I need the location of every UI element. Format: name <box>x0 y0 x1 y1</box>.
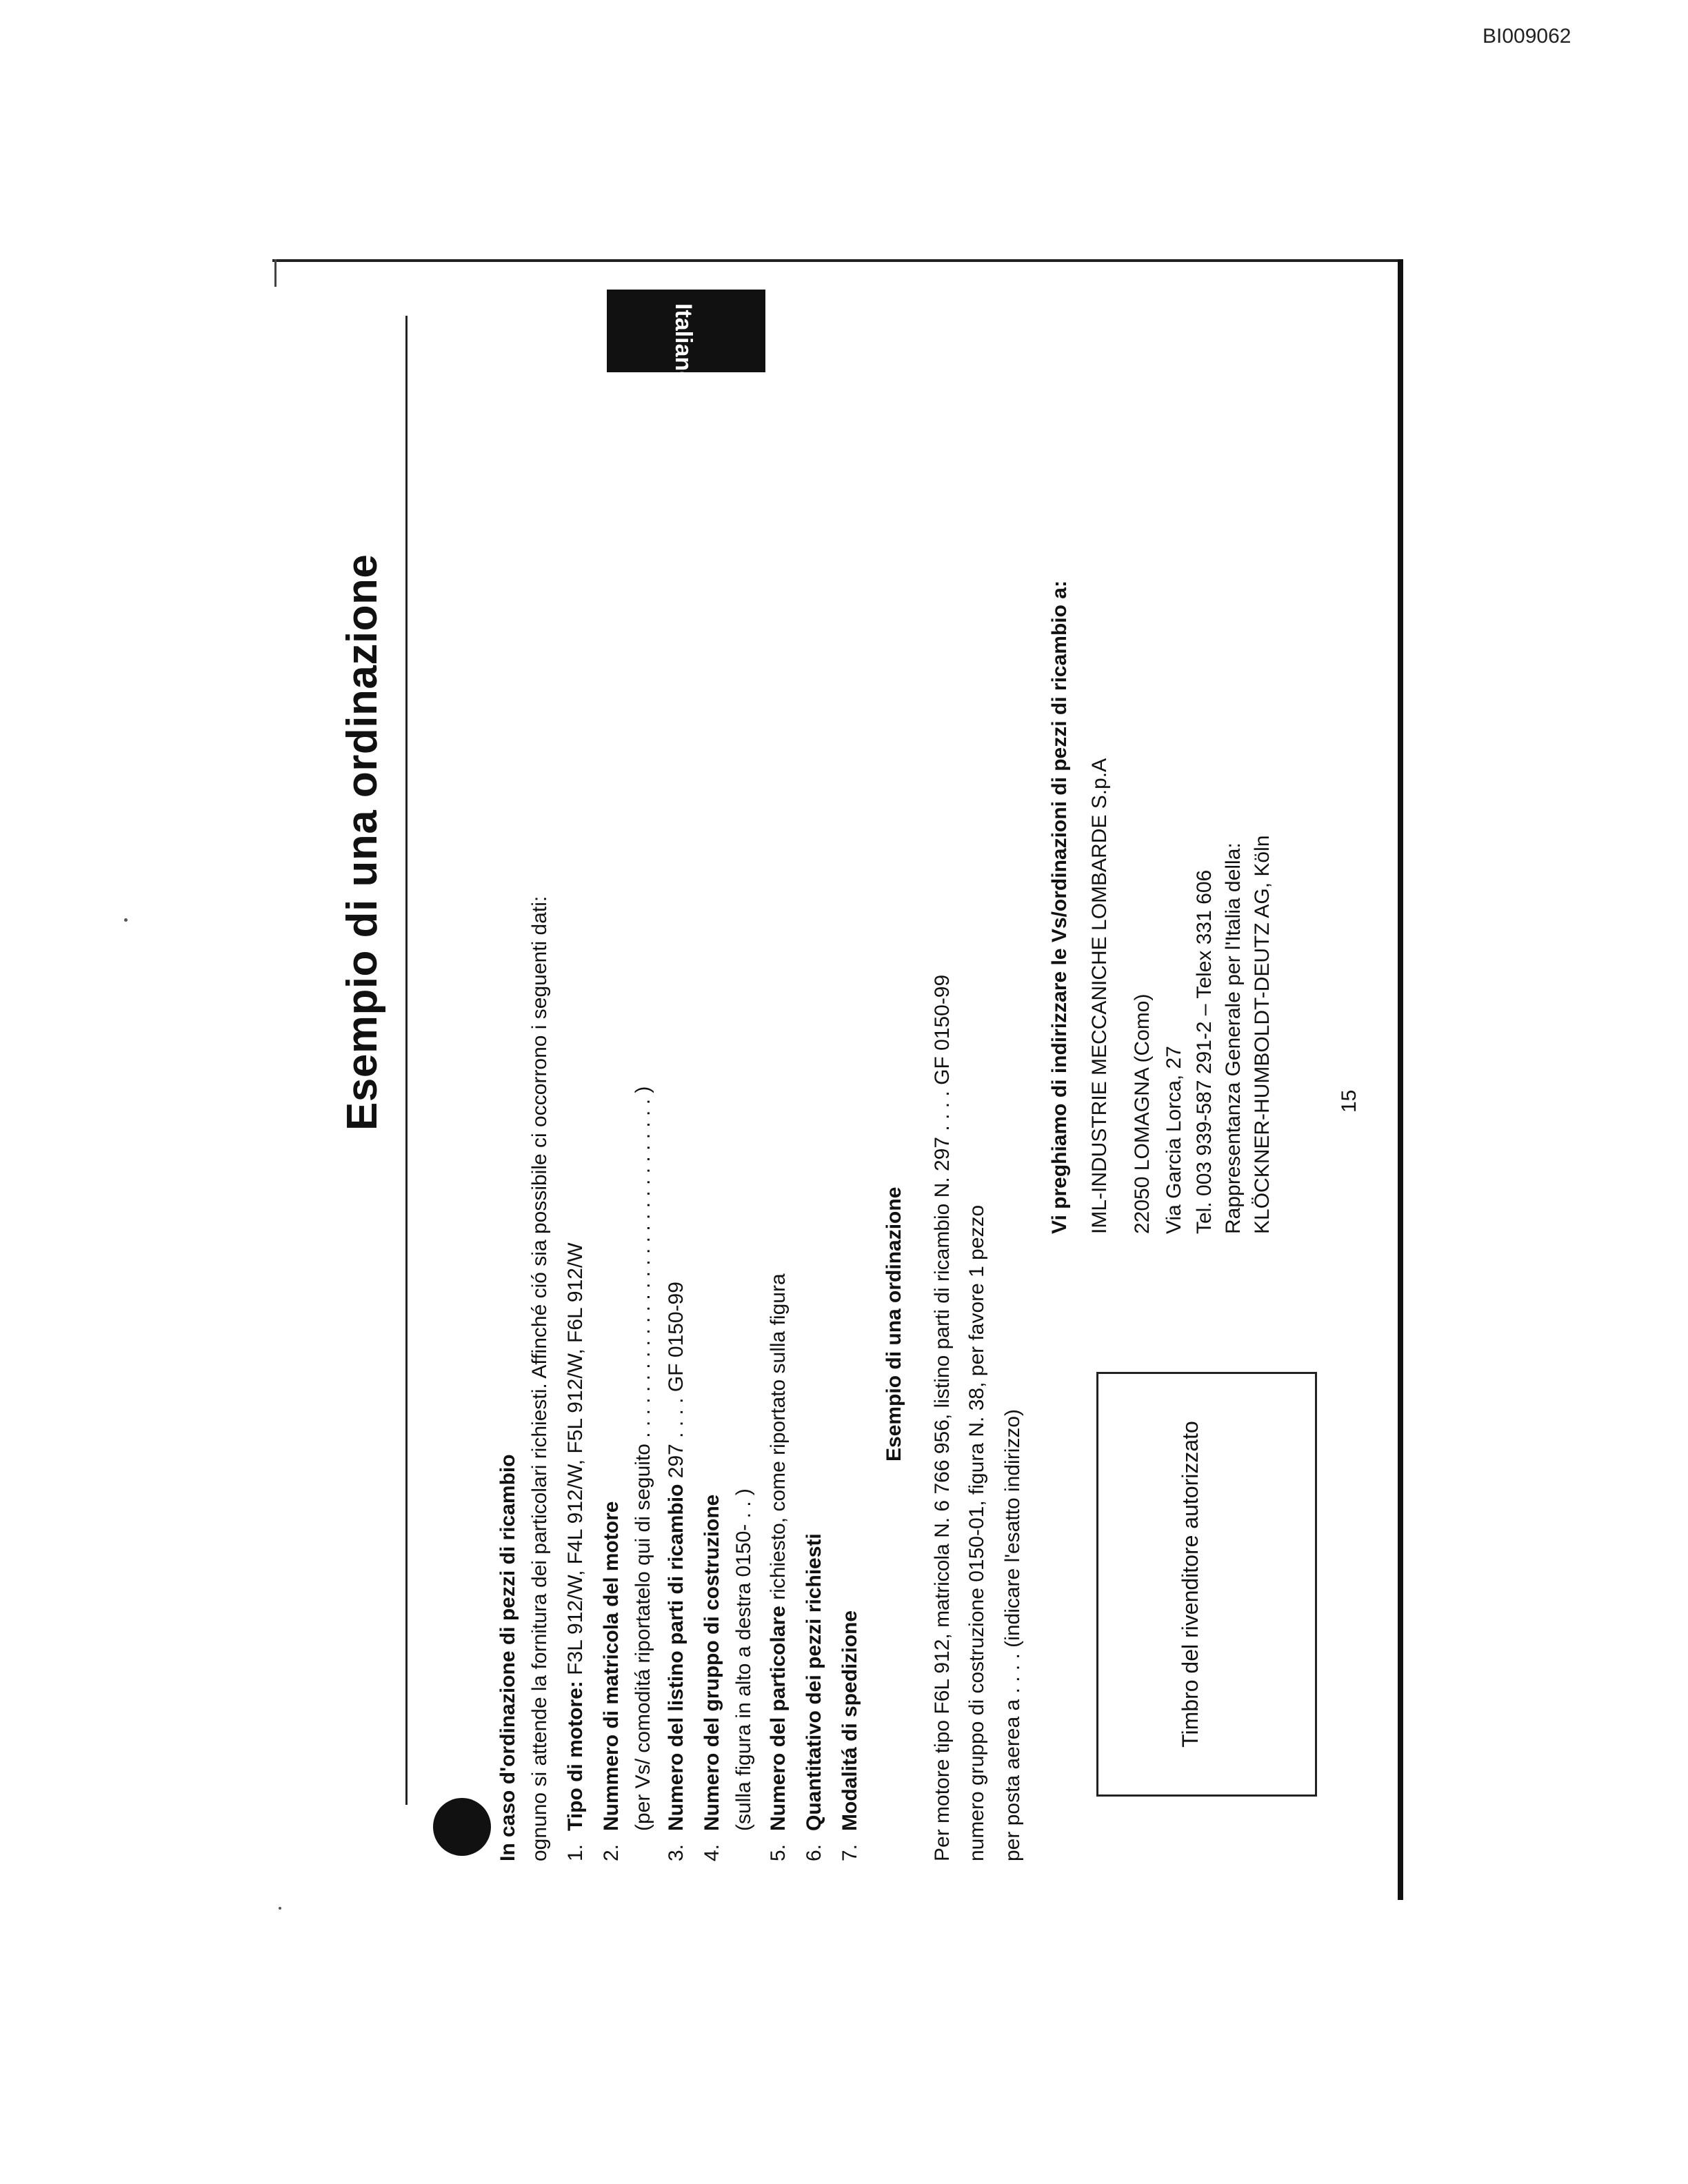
example-heading: Esempio di una ordinazione <box>883 1186 905 1462</box>
address-phone: Tel. 003 939-587 291-2 – Telex 331 606 <box>1193 869 1216 1234</box>
list-item <box>767 1273 790 1861</box>
list-item-number: 7. <box>838 1843 861 1861</box>
list-item-text: 297 . . . . GF 0150-99 <box>665 1282 687 1484</box>
example-line: per posta aerea a . . . . (indicare l'esatto indirizzo) <box>1001 1408 1024 1861</box>
scan-speck <box>124 918 128 922</box>
dealer-stamp-box <box>1096 1372 1317 1797</box>
list-item-label: Nummero di matricola del motore <box>600 1501 623 1831</box>
list-item-label: Numero del particolare <box>767 1606 790 1831</box>
scan-speck <box>279 1907 281 1910</box>
title-rule <box>405 316 408 1805</box>
list-item-number: 4. <box>701 1843 723 1861</box>
intro-text: ognuno si attende la fornitura dei particolari richiesti. Affinché ció sia possibile ci occorrono i seguenti dati: <box>528 896 551 1861</box>
list-item-text: F3L 912/W, F4L 912/W, F5L 912/W, F6L 912/W <box>564 1242 587 1681</box>
address-parent-company: KLÖCKNER-HUMBOLDT-DEUTZ AG, Köln <box>1251 835 1274 1234</box>
list-item-label: Tipo di motore: <box>564 1681 587 1831</box>
rotated-page-content <box>331 303 1407 1861</box>
list-item <box>838 1610 862 1861</box>
address-heading: Vi preghiamo di indirizzare le Vs/ordinazioni di pezzi di ricambio a: <box>1048 580 1071 1234</box>
list-item <box>803 1533 826 1861</box>
language-tab-label: Italiano <box>670 303 696 386</box>
list-item-note: (sulla figura in alto a destra 0150- . . ) <box>732 1488 755 1831</box>
list-item-label: Quantitativo dei pezzi richiesti <box>803 1533 825 1831</box>
address-representation: Rappresentanza Generale per l'Italia della: <box>1222 842 1245 1234</box>
example-line: numero gruppo di costruzione 0150-01, figura N. 38, per favore 1 pezzo <box>965 1204 988 1861</box>
list-item-text: richiesto, come riportato sulla figura <box>767 1273 790 1606</box>
list-item-number: 2. <box>600 1843 623 1861</box>
list-item-note: (per Vs/ comoditá riportatelo qui di seguito . . . . . . . . . . . . . . . . . . . . . . . . . . . . . . ) <box>632 1086 654 1831</box>
dealer-stamp-label: Timbro del rivenditore autorizzato <box>1178 1421 1203 1748</box>
address-street: Via Garcia Lorca, 27 <box>1163 1046 1185 1234</box>
list-item <box>600 1502 623 1861</box>
list-item-number: 1. <box>564 1843 587 1861</box>
list-item-label: Modalitá di spedizione <box>838 1610 861 1831</box>
page-number: 15 <box>1338 1089 1360 1113</box>
list-item-label: Numero del listino parti di ricambio <box>665 1484 687 1831</box>
example-line: Per motore tipo F6L 912, matricola N. 6 766 956, listino parti di ricambio N. 297 . . . . GF 0150-99 <box>931 974 954 1861</box>
list-item <box>665 1282 688 1861</box>
list-item <box>564 1242 587 1861</box>
page-frame-top <box>272 259 1403 262</box>
page-title: Esempio di una ordinazione <box>339 554 386 1131</box>
address-city: 22050 LOMAGNA (Como) <box>1131 993 1154 1234</box>
list-item-number: 5. <box>767 1843 790 1861</box>
list-item-label: Numero del gruppo di costruzione <box>701 1494 723 1831</box>
list-item <box>701 1495 724 1861</box>
list-item-number: 3. <box>665 1843 687 1861</box>
address-company: IML-INDUSTRIE MECCANICHE LOMBARDE S.p.A <box>1088 758 1111 1234</box>
list-item-number: 6. <box>803 1843 825 1861</box>
intro-heading: In caso d'ordinazione di pezzi di ricambio <box>496 1454 519 1861</box>
page-frame-tick <box>274 259 277 287</box>
document-id: BI009062 <box>1483 25 1571 48</box>
